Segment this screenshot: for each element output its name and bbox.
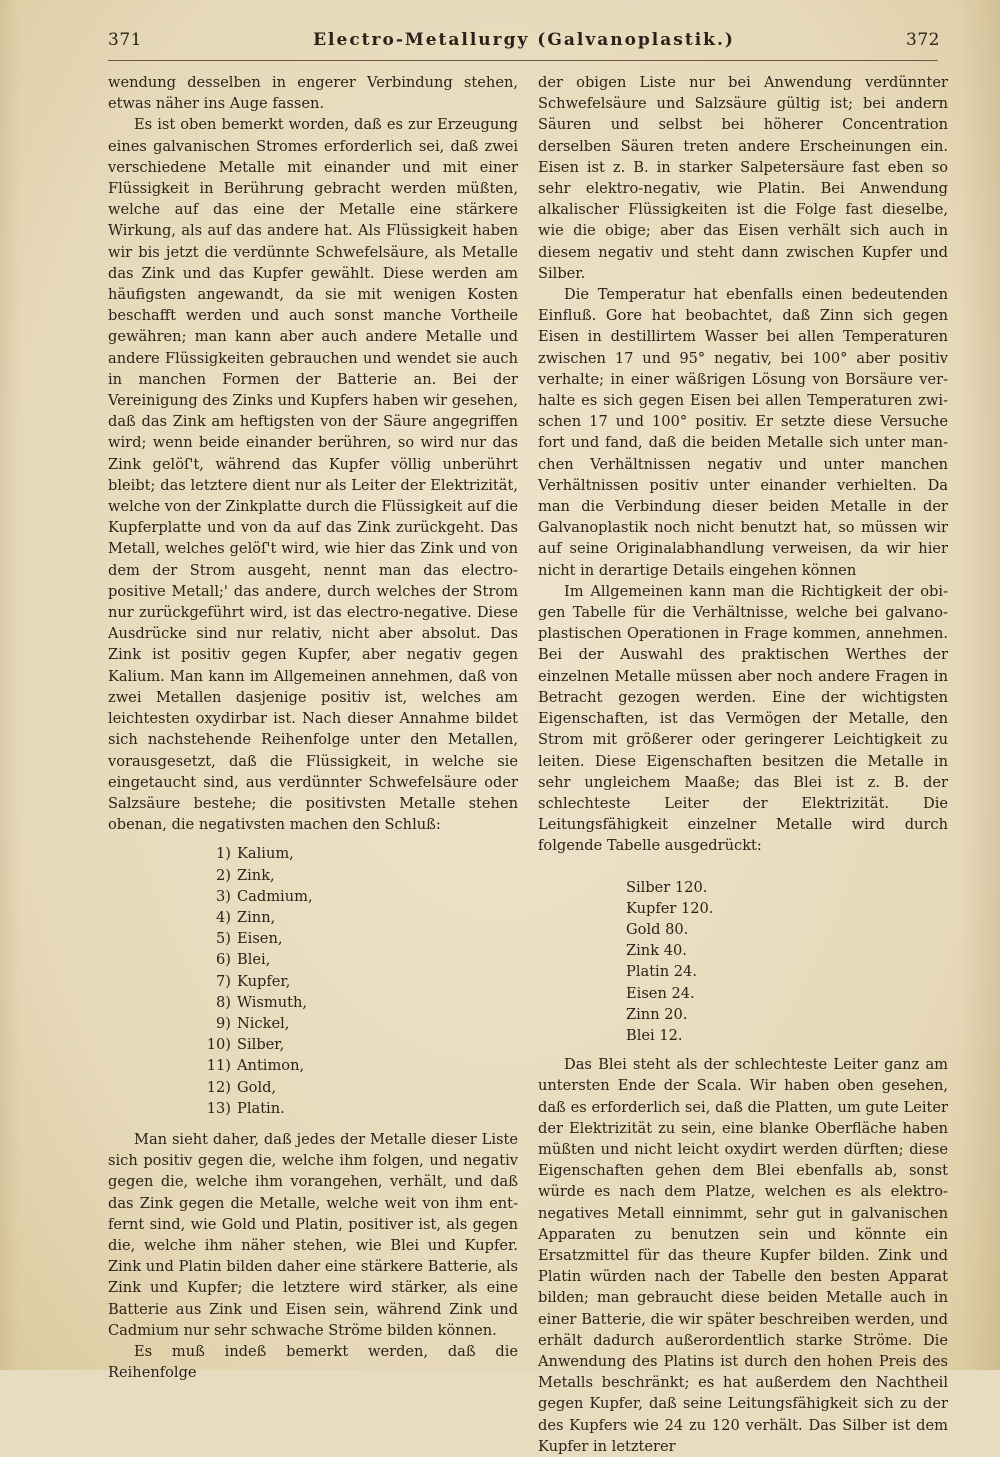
running-title: Electro-Metallurgy (Galvanoplastik.) bbox=[313, 30, 735, 50]
right-paragraph-4: Das Blei steht als der schlechteste Leiter ganz am untersten Ende der Scala. Wir haben oben gesehen, daß es erforderlich sei, daß die Platten, um gute Leiter der Elektrizität zu sein, eine blanke Oberfläche haben müßten und nicht leicht oxydirt werden dürften; diese Eigenschaften gehen dem Blei ebenfalls ab, sonst würde es nach dem Platze, welchen es als elektro-negatives Metall einnimmt, sehr gut in galvanischen Apparaten zu benutzen sein und könnte ein Ersatzmittel für das theure Kupfer bilden. Zink und Platin würden nach der Tabelle den besten Apparat bilden; man gebraucht diese beiden Metalle auch in einer Batterie, die wir später beschreiben werden, und erhält dadurch außerordentlich starke Ströme. Die Anwendung des Platins ist durch den hohen Preis des Metalls beschränkt; es hat außerdem den Nachtheil gegen Kupfer, daß seine Leitungsfähigkeit sich zu der des Kupfers wie 24 zu 120 verhält. Das Silber ist dem Kupfer in letzterer bbox=[538, 1056, 948, 1455]
series-item-metal: Antimon, bbox=[237, 1057, 305, 1075]
conductivity-entry: Kupfer 120. bbox=[626, 899, 714, 917]
series-item-metal: Platin. bbox=[237, 1099, 285, 1117]
series-item-metal: Cadmium, bbox=[237, 887, 313, 905]
series-item-metal: Kalium, bbox=[237, 845, 294, 863]
electrochemical-series-list bbox=[108, 843, 518, 1119]
conductivity-entry: Blei 12. bbox=[626, 1026, 683, 1044]
conductivity-entry: Silber 120. bbox=[626, 878, 708, 896]
series-list-item bbox=[201, 1013, 518, 1034]
series-item-metal: Blei, bbox=[237, 951, 271, 969]
left-paragraph-3: Man sieht daher, daß jedes der Metalle dieser Liste sich positiv gegen die, welche ihm folgen, und negativ gegen die, welche ihm vorangehen, verhält, und daß das Zink gegen die Metalle, welche weit von ihm entfernt sind, wie Gold und Platin, positiver ist, als gegen die, welche ihm näher stehen, wie Blei und Kupfer. Zink und Platin bilden daher eine stärkere Batterie, als Zink und Kupfer; die letztere wird stärker, als eine Batterie aus Zink und Eisen sein, während Zink und Cadmium nur sehr schwache Ströme bilden können. bbox=[108, 1130, 518, 1339]
series-item-number: 8) bbox=[216, 993, 231, 1011]
series-list-item bbox=[201, 992, 518, 1013]
series-item-metal: Gold, bbox=[237, 1078, 277, 1096]
conductivity-entry: Platin 24. bbox=[626, 963, 697, 981]
header-rule bbox=[108, 60, 938, 61]
series-list-item bbox=[201, 1098, 518, 1119]
series-item-number: 4) bbox=[216, 908, 231, 926]
right-column bbox=[538, 72, 948, 1457]
right-paragraph-1: der obigen Liste nur bei Anwendung verdünnter Schwefelsäure und Salzsäure gültig ist; bei andern Säuren und selbst bei höherer Concentration derselben Säuren treten andere Erscheinungen ein. Eisen ist z. B. in starker Salpetersäure fast eben so sehr elektro-negativ, wie Platin. Bei Anwendung alkalischer Flüssigkeiten ist die Folge fast dieselbe, wie die obige; aber das Eisen verhält sich auch in diesem negativ und steht dann zwischen Kupfer und Silber. bbox=[538, 74, 948, 282]
series-list-item bbox=[201, 843, 518, 864]
conductivity-entry: Eisen 24. bbox=[626, 984, 695, 1002]
conductivity-entry: Zinn 20. bbox=[626, 1005, 688, 1023]
series-item-number: 11) bbox=[206, 1057, 231, 1075]
right-paragraph-3: Im Allgemeinen kann man die Richtigkeit der obigen Tabelle für die Verhältnisse, welche bei galvanoplastischen Operationen in Frage kommen, annehmen. Bei der Auswahl des praktischen Werthes der einzelnen Metalle müssen aber noch andere Fragen in Betracht gezogen werden. Eine der wichtigsten Eigenschaften, ist das Vermögen der Metalle, den Strom mit größerer oder geringerer Leichtigkeit zu leiten. Diese Eigenschaften besitzen die Metalle in sehr ungleichem Maaße; das Blei ist z. B. der schlechteste Leiter der Elektrizität. Die Leitungsfähigkeit einzelner Metalle wird durch folgende Tabelle ausgedrückt: bbox=[538, 582, 948, 855]
series-item-number: 13) bbox=[206, 1099, 231, 1117]
series-list-item bbox=[201, 1034, 518, 1055]
series-item-number: 2) bbox=[216, 866, 231, 884]
series-list-item bbox=[201, 949, 518, 970]
page-edge-shadow-right bbox=[960, 0, 1000, 1370]
series-list-item bbox=[201, 865, 518, 886]
series-list-item bbox=[201, 971, 518, 992]
left-paragraph-4: Es muß indeß bemerkt werden, daß die Reihenfolge bbox=[108, 1342, 518, 1382]
series-list-item bbox=[201, 1055, 518, 1076]
conductivity-entry: Gold 80. bbox=[626, 920, 689, 938]
running-header bbox=[108, 30, 940, 60]
series-item-metal: Wismuth, bbox=[237, 993, 308, 1011]
series-item-metal: Nickel, bbox=[237, 1014, 290, 1032]
left-paragraph-1: wendung desselben in engerer Verbindung stehen, etwas näher ins Auge fassen. bbox=[108, 74, 518, 113]
series-item-number: 3) bbox=[216, 887, 231, 905]
right-paragraph-2: Die Temperatur hat ebenfalls einen bedeutenden Einfluß. Gore hat beobachtet, daß Zinn sich gegen Eisen in destillirtem Wasser bei allen Temperaturen zwischen 17 und 95° negativ, bei 100° aber positiv verhalte; in einer wäßrigen Lösung von Borsäure verhalte es sich gegen Eisen bei allen Temperaturen zwischen 17 und 100° positiv. Er setzte diese Versuche fort und fand, daß die beiden Metalle sich unter manchen Verhältnissen negativ und unter manchen Verhältnissen positiv unter einander verhielten. Da man die Verbindung dieser beiden Metalle in der Galvanoplastik noch nicht benutzt hat, so müssen wir auf seine Originalabhandlung verweisen, da wir hier nicht in derartige Details eingehen können bbox=[538, 286, 948, 579]
page-number-left: 371 bbox=[108, 30, 142, 50]
left-column bbox=[108, 72, 518, 1383]
series-item-metal: Kupfer, bbox=[237, 972, 291, 990]
series-list-item bbox=[201, 1077, 518, 1098]
series-item-metal: Zinn, bbox=[237, 908, 276, 926]
series-list-item bbox=[201, 886, 518, 907]
series-item-metal: Eisen, bbox=[237, 930, 283, 948]
series-item-metal: Zink, bbox=[237, 866, 275, 884]
conductivity-entry: Zink 40. bbox=[626, 942, 687, 960]
series-item-number: 9) bbox=[216, 1014, 231, 1032]
series-item-number: 5) bbox=[216, 930, 231, 948]
series-item-number: 1) bbox=[216, 845, 231, 863]
conductivity-table bbox=[538, 877, 948, 1047]
series-list-item bbox=[201, 907, 518, 928]
page-number-right: 372 bbox=[906, 30, 940, 50]
series-item-number: 7) bbox=[216, 972, 231, 990]
page-edge-shadow-left bbox=[0, 0, 20, 1370]
left-paragraph-2: Es ist oben bemerkt worden, daß es zur Erzeugung eines galvanischen Stromes erforderlich sei, daß zwei verschiedene Metalle mit einander und mit einer Flüssigkeit in Berührung gebracht werden müßten, welche auf das eine der Metalle eine stärkere Wirkung, als auf das andere hat. Als Flüssigkeit haben wir bis jetzt die verdünnte Schwefelsäure, als Metalle das Zink und das Kupfer gewählt. Diese werden am häufigsten angewandt, da sie mit wenigen Kosten beschafft werden und auch sonst manche Vortheile gewähren; man kann aber auch andere Metalle und andere Flüssigkeiten gebrauchen und wendet sie auch in manchen Formen der Batterie an. Bei der Vereinigung des Zinks und Kupfers haben wir gesehen, daß das Zink am heftigsten von der Säure angegriffen wird; wenn beide einander berühren, so wird nur das Zink gelöſ't, während das Kupfer völlig unberührt bleibt; das letztere dient nur als Leiter der Elektrizität, welche von der Zinkplatte durch die Flüssigkeit auf die Kupferplatte und von da auf das Zink zurückgeht. Das Metall, welches gelöſ't wird, wie hier das Zink und von dem der Strom ausgeht, nennt man das electro-positive Metall;' das andere, durch welches der Strom nur zurückgeführt wird, ist das electro-negative. Diese Ausdrücke sind nur relativ, nicht aber absolut. Das Zink ist positiv gegen Kupfer, aber negativ gegen Kalium. Man kann im Allgemeinen annehmen, daß von zwei Metallen dasjenige positiv ist, welches am leichtesten oxydirbar ist. Nach dieser Annahme bildet sich nachstehende Reihenfolge unter den Metallen, vorausgesetzt, daß die Flüssigkeit, in welche sie eingetaucht sind, aus verdünnter Schwefelsäure oder Salzsäure bestehe; die positivsten Metalle stehen obenan, die negativsten machen den Schluß: bbox=[108, 116, 518, 834]
series-item-number: 6) bbox=[216, 951, 231, 969]
series-item-number: 12) bbox=[206, 1078, 231, 1096]
series-item-metal: Silber, bbox=[237, 1036, 285, 1054]
series-item-number: 10) bbox=[206, 1036, 231, 1054]
series-list-item bbox=[201, 928, 518, 949]
